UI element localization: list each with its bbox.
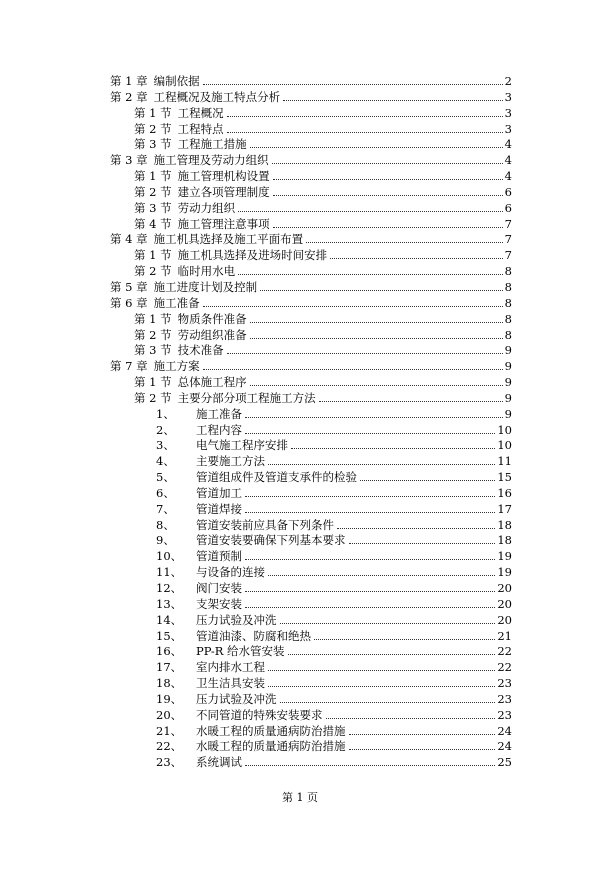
toc-chapter-entry[interactable] [110, 90, 512, 106]
toc-leader-dots [238, 211, 503, 212]
toc-entry-label [156, 518, 334, 534]
toc-entry-number: 16、 [156, 644, 183, 659]
toc-entry-label [156, 581, 242, 597]
toc-leader-dots [268, 686, 495, 687]
toc-entry-title: 工程概况 [177, 105, 224, 120]
toc-item-entry[interactable] [110, 549, 512, 565]
toc-entry-label [110, 90, 280, 106]
toc-entry-label [156, 423, 242, 439]
toc-entry-number: 第 1 章 [110, 74, 148, 88]
toc-leader-dots [337, 528, 495, 529]
toc-leader-dots [227, 353, 503, 354]
toc-entry-number: 2、 [156, 422, 175, 437]
toc-entry-label [156, 486, 242, 502]
toc-entry-label [156, 454, 265, 470]
toc-entry-label [110, 74, 200, 90]
toc-item-entry[interactable] [110, 613, 512, 629]
toc-leader-dots [280, 623, 496, 624]
toc-entry-title: 劳动组织准备 [177, 327, 247, 342]
toc-entry-number: 第 2 章 [110, 89, 148, 104]
toc-entry-number: 6、 [156, 485, 175, 500]
toc-entry-title: 施工机具选择及进场时间安排 [177, 248, 328, 263]
toc-entry-number: 5、 [156, 470, 175, 485]
toc-item-entry[interactable] [110, 660, 512, 676]
toc-entry-number: 21、 [156, 723, 183, 738]
toc-chapter-entry[interactable] [110, 359, 512, 375]
toc-leader-dots [268, 575, 495, 576]
toc-leader-dots [360, 480, 495, 481]
toc-section-entry[interactable] [110, 201, 512, 217]
toc-entry-title: 施工准备 [196, 406, 242, 421]
toc-leader-dots [326, 718, 496, 719]
toc-leader-dots [245, 496, 495, 497]
toc-item-entry[interactable] [110, 581, 512, 597]
toc-section-entry[interactable] [110, 217, 512, 233]
toc-entry-label [110, 280, 257, 296]
toc-entry-title: 工程内容 [196, 422, 242, 437]
toc-entry-label [156, 644, 285, 660]
toc-leader-dots [273, 227, 503, 228]
toc-leader-dots [245, 417, 503, 418]
toc-entry-label [110, 296, 200, 312]
toc-entry-label [156, 533, 346, 549]
toc-entry-number: 19、 [156, 691, 183, 706]
toc-page-number: 6 [504, 200, 512, 215]
toc-entry-number: 23、 [156, 755, 183, 770]
toc-leader-dots [203, 84, 503, 85]
toc-page-number: 3 [504, 89, 512, 104]
toc-page-number: 23 [497, 707, 512, 722]
toc-entry-label [156, 724, 346, 740]
toc-entry-number: 1、 [156, 406, 175, 421]
toc-entry-number: 第 4 章 [110, 232, 148, 247]
toc-entry-title: 与设备的连接 [196, 565, 265, 580]
toc-page-number: 7 [504, 248, 512, 263]
toc-entry-title: 临时用水电 [177, 264, 236, 279]
toc-entry-label [156, 676, 265, 692]
toc-leader-dots [291, 448, 495, 449]
toc-entry-number: 第 5 章 [110, 279, 148, 294]
toc-entry-number: 第 3 节 [134, 343, 172, 358]
toc-page-number: 8 [504, 327, 512, 342]
toc-entry-label [156, 407, 242, 423]
toc-entry-title: 主要施工方法 [196, 454, 265, 469]
toc-entry-number: 第 1 节 [134, 311, 172, 326]
toc-page-number: 8 [504, 279, 512, 294]
toc-page-number: 15 [497, 470, 512, 485]
toc-page-number: 16 [497, 485, 512, 500]
toc-leader-dots [283, 100, 503, 101]
toc-entry-number: 15、 [156, 628, 183, 643]
toc-page-number: 18 [497, 517, 512, 532]
toc-item-entry[interactable] [110, 597, 512, 613]
toc-leader-dots [227, 116, 503, 117]
toc-entry-label [134, 201, 235, 217]
toc-page-number: 9 [504, 375, 512, 390]
toc-page-number: 7 [504, 232, 512, 247]
toc-entry-number: 第 2 节 [134, 390, 172, 405]
toc-page-number: 8 [504, 311, 512, 326]
toc-section-entry[interactable] [110, 264, 512, 280]
toc-leader-dots [349, 543, 496, 544]
toc-entry-label [156, 692, 277, 708]
toc-item-entry[interactable] [110, 533, 512, 549]
toc-entry-label [156, 502, 242, 518]
toc-entry-number: 第 3 节 [134, 137, 172, 152]
toc-entry-number: 第 2 节 [134, 327, 172, 342]
toc-entry-label [134, 343, 224, 359]
toc-leader-dots [227, 132, 503, 133]
toc-leader-dots [280, 702, 496, 703]
toc-page-number: 4 [504, 137, 512, 152]
toc-entry-title: 管道安装前应具备下列条件 [196, 517, 334, 532]
toc-entry-number: 第 1 节 [134, 105, 172, 120]
toc-entry-title: 系统调试 [196, 755, 242, 770]
toc-item-entry[interactable] [110, 502, 512, 518]
toc-item-entry[interactable] [110, 407, 512, 423]
toc-leader-dots [245, 433, 495, 434]
toc-entry-title: 施工管理注意事项 [177, 216, 270, 231]
toc-entry-label [110, 153, 269, 169]
table-of-contents [110, 74, 512, 771]
toc-page-number: 24 [497, 723, 512, 738]
toc-leader-dots [238, 274, 503, 275]
toc-entry-label [156, 755, 242, 771]
toc-section-entry[interactable] [110, 248, 512, 264]
toc-page-number: 23 [497, 676, 512, 691]
toc-section-entry[interactable] [110, 375, 512, 391]
toc-section-entry[interactable] [110, 169, 512, 185]
toc-entry-title: 室内排水工程 [196, 660, 265, 675]
toc-item-entry[interactable] [110, 629, 512, 645]
toc-section-entry[interactable] [110, 312, 512, 328]
toc-entry-label [134, 122, 224, 138]
page-footer: 第 1 页 [282, 791, 318, 804]
toc-entry-number: 14、 [156, 612, 183, 627]
toc-section-entry[interactable] [110, 185, 512, 201]
toc-entry-title: 管道安装要确保下列基本要求 [196, 533, 346, 548]
toc-page-number: 24 [497, 739, 512, 754]
toc-page-number: 3 [504, 105, 512, 120]
toc-page-number: 10 [497, 422, 512, 437]
toc-leader-dots [250, 385, 503, 386]
toc-entry-label [110, 232, 303, 248]
toc-entry-number: 第 2 节 [134, 121, 172, 136]
toc-entry-title: 不同管道的特殊安装要求 [196, 707, 323, 722]
toc-leader-dots [349, 749, 496, 750]
toc-entry-number: 第 3 章 [110, 153, 148, 168]
toc-page-number: 9 [504, 343, 512, 358]
toc-entry-title: 管道油漆、防腐和绝热 [196, 628, 311, 643]
toc-leader-dots [330, 258, 503, 259]
toc-chapter-entry[interactable] [110, 296, 512, 312]
toc-page-number: 9 [504, 406, 512, 421]
toc-item-entry[interactable] [110, 739, 512, 755]
toc-entry-number: 7、 [156, 501, 175, 516]
toc-entry-number: 3、 [156, 438, 175, 453]
toc-item-entry[interactable] [110, 486, 512, 502]
toc-page-number: 4 [504, 169, 512, 184]
toc-page-number: 10 [497, 438, 512, 453]
toc-item-entry[interactable] [110, 565, 512, 581]
toc-chapter-entry[interactable] [110, 280, 512, 296]
toc-entry-title: 物质条件准备 [177, 311, 247, 326]
toc-leader-dots [245, 765, 495, 766]
toc-page-number: 7 [504, 216, 512, 231]
toc-entry-title: 工程概况及施工特点分析 [153, 89, 281, 104]
toc-entry-label [134, 106, 224, 122]
toc-item-entry[interactable] [110, 676, 512, 692]
toc-page-number: 20 [497, 596, 512, 611]
toc-entry-title: 压力试验及冲洗 [196, 691, 277, 706]
toc-entry-title: 电气施工程序安排 [196, 438, 288, 453]
toc-page-number: 25 [497, 755, 512, 770]
toc-entry-label [156, 660, 265, 676]
toc-entry-number: 8、 [156, 517, 175, 532]
toc-entry-title: 工程特点 [177, 121, 224, 136]
toc-entry-title: 水暖工程的质量通病防治措施 [196, 739, 346, 754]
toc-entry-title: 卫生洁具安装 [196, 676, 265, 691]
toc-entry-number: 第 1 节 [134, 248, 172, 263]
toc-leader-dots [319, 401, 503, 402]
toc-entry-number: 13、 [156, 596, 183, 611]
toc-entry-number: 9、 [156, 533, 175, 548]
toc-entry-title: 编制依据 [153, 74, 200, 88]
toc-entry-number: 第 7 章 [110, 359, 148, 374]
toc-item-entry[interactable] [110, 518, 512, 534]
toc-page-number: 19 [497, 549, 512, 564]
toc-entry-number: 第 2 节 [134, 184, 172, 199]
toc-entry-title: 劳动力组织 [177, 200, 236, 215]
toc-entry-label [134, 169, 270, 185]
toc-leader-dots [273, 179, 503, 180]
toc-page-number: 20 [497, 581, 512, 595]
toc-entry-number: 第 1 节 [134, 169, 172, 184]
toc-page-number: 22 [497, 660, 512, 675]
toc-section-entry[interactable] [110, 106, 512, 122]
toc-chapter-entry[interactable] [110, 232, 512, 248]
toc-leader-dots [272, 163, 503, 164]
toc-item-entry[interactable] [110, 423, 512, 439]
toc-section-entry[interactable] [110, 122, 512, 138]
toc-entry-label [156, 565, 265, 581]
toc-leader-dots [260, 290, 503, 291]
toc-entry-number: 12、 [156, 581, 183, 595]
toc-page-number: 8 [504, 295, 512, 310]
toc-section-entry[interactable] [110, 328, 512, 344]
toc-item-entry[interactable] [110, 724, 512, 740]
toc-entry-label [134, 137, 247, 153]
toc-leader-dots [349, 734, 496, 735]
toc-entry-title: 施工准备 [153, 295, 200, 310]
toc-entry-title: 技术准备 [177, 343, 224, 358]
toc-entry-label [156, 549, 242, 565]
toc-page-number: 20 [497, 612, 512, 627]
toc-entry-number: 第 6 章 [110, 295, 148, 310]
toc-entry-label [134, 217, 270, 233]
toc-leader-dots [245, 591, 495, 592]
toc-entry-number: 第 2 节 [134, 264, 172, 279]
toc-entry-number: 第 4 节 [134, 216, 172, 231]
toc-entry-title: 支架安装 [196, 596, 242, 611]
toc-item-entry[interactable] [110, 470, 512, 486]
toc-entry-title: 压力试验及冲洗 [196, 612, 277, 627]
toc-entry-label [156, 739, 346, 755]
toc-entry-number: 第 3 节 [134, 200, 172, 215]
toc-entry-title: 主要分部分项工程施工方法 [177, 390, 316, 405]
toc-entry-number: 20、 [156, 707, 183, 722]
toc-item-entry[interactable] [110, 644, 512, 660]
toc-page-number: 21 [497, 628, 512, 643]
toc-leader-dots [245, 607, 495, 608]
toc-item-entry[interactable] [110, 454, 512, 470]
toc-leader-dots [273, 195, 503, 196]
toc-entry-title: 施工管理及劳动力组织 [153, 153, 269, 168]
toc-entry-number: 17、 [156, 660, 183, 675]
toc-entry-number: 第 1 节 [134, 375, 172, 390]
toc-entry-label [134, 312, 247, 328]
toc-page-number: 2 [504, 74, 512, 88]
toc-entry-title: 管道预制 [196, 549, 242, 564]
toc-entry-number: 22、 [156, 739, 183, 754]
toc-section-entry[interactable] [110, 137, 512, 153]
toc-page-number: 22 [497, 644, 512, 659]
toc-page-number: 4 [504, 153, 512, 168]
toc-leader-dots [268, 670, 495, 671]
toc-leader-dots [314, 639, 495, 640]
toc-entry-title: PP-R 给水管安装 [196, 644, 285, 659]
toc-leader-dots [250, 322, 503, 323]
toc-entry-label [134, 185, 270, 201]
toc-entry-title: 工程施工措施 [177, 137, 247, 152]
toc-entry-title: 施工进度计划及控制 [153, 279, 258, 294]
toc-entry-title: 总体施工程序 [177, 375, 247, 390]
toc-page-number: 18 [497, 533, 512, 548]
toc-entry-label [156, 597, 242, 613]
toc-chapter-entry[interactable] [110, 153, 512, 169]
toc-entry-number: 4、 [156, 454, 175, 469]
toc-entry-title: 水暖工程的质量通病防治措施 [196, 723, 346, 738]
toc-entry-title: 管道加工 [196, 485, 242, 500]
toc-page-number: 9 [504, 390, 512, 405]
toc-entry-title: 阀门安装 [196, 581, 242, 595]
toc-item-entry[interactable] [110, 692, 512, 708]
toc-entry-label [110, 359, 200, 375]
toc-leader-dots [288, 654, 496, 655]
toc-entry-label [156, 438, 288, 454]
toc-leader-dots [203, 306, 503, 307]
toc-section-entry[interactable] [110, 343, 512, 359]
toc-page-number: 3 [504, 121, 512, 136]
toc-entry-title: 建立各项管理制度 [177, 184, 270, 199]
toc-page-number: 8 [504, 264, 512, 279]
toc-page-number: 23 [497, 691, 512, 706]
toc-item-entry[interactable] [110, 708, 512, 724]
toc-chapter-entry[interactable] [110, 74, 512, 90]
toc-entry-label [134, 264, 235, 280]
toc-entry-label [134, 248, 327, 264]
toc-entry-title: 施工管理机构设置 [177, 169, 270, 184]
toc-entry-title: 施工方案 [153, 359, 200, 374]
toc-section-entry[interactable] [110, 391, 512, 407]
toc-leader-dots [250, 147, 503, 148]
toc-page-number: 19 [497, 565, 512, 580]
toc-entry-number: 18、 [156, 676, 183, 691]
toc-leader-dots [203, 369, 503, 370]
toc-entry-label [156, 470, 357, 486]
toc-leader-dots [268, 464, 495, 465]
toc-entry-label [134, 375, 247, 391]
toc-entry-label [156, 613, 277, 629]
toc-leader-dots [245, 559, 495, 560]
toc-entry-number: 10、 [156, 549, 183, 564]
toc-entry-label [156, 708, 323, 724]
toc-page-number: 9 [504, 359, 512, 374]
toc-leader-dots [250, 338, 503, 339]
toc-item-entry[interactable] [110, 438, 512, 454]
toc-entry-label [156, 629, 311, 645]
toc-leader-dots [245, 512, 495, 513]
toc-entry-number: 11、 [156, 565, 183, 580]
toc-item-entry[interactable] [110, 755, 512, 771]
toc-entry-label [134, 328, 247, 344]
toc-page-number: 17 [497, 501, 512, 516]
toc-page-number: 6 [504, 184, 512, 199]
toc-entry-title: 施工机具选择及施工平面布置 [153, 232, 304, 247]
toc-page-number: 11 [497, 454, 512, 469]
toc-entry-title: 管道组成件及管道支承件的检验 [196, 470, 357, 485]
toc-leader-dots [306, 242, 503, 243]
toc-entry-label [134, 391, 316, 407]
toc-entry-title: 管道焊接 [196, 501, 242, 516]
